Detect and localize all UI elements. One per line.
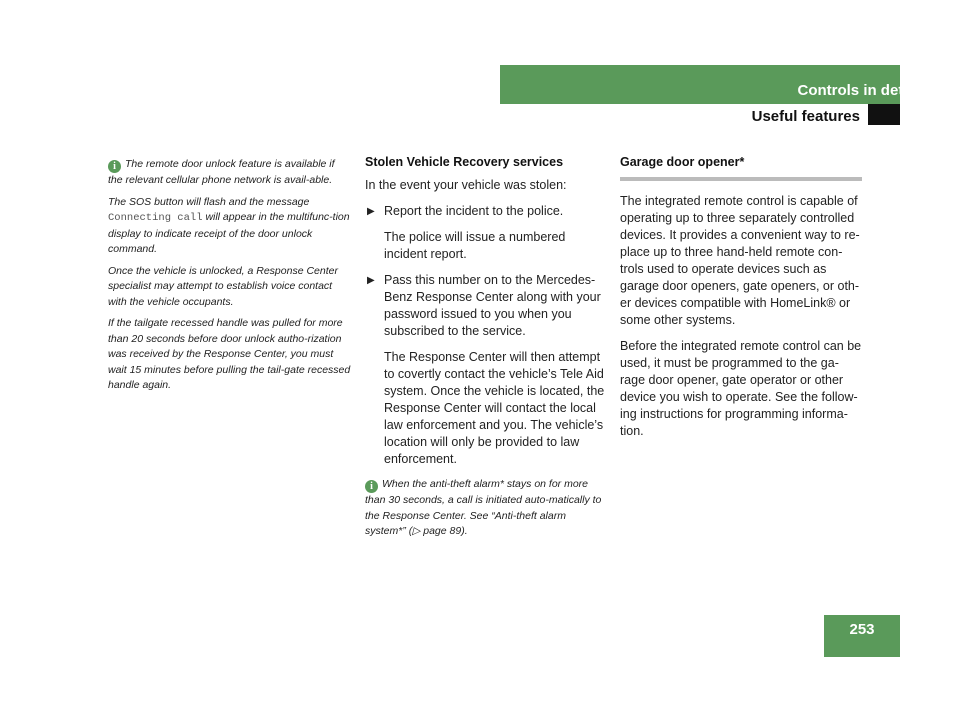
garage-heading: Garage door opener* xyxy=(620,155,745,169)
note-anti-theft: i When the anti-theft alarm* stays on for more than 30 seconds, a call is initiated auto-matically to the Response Center. See “Anti-theft alarm system*” (▷ page 89). xyxy=(365,478,602,537)
response-center-text: The Response Center will then attempt to covertly contact the vehicle’s Tele Aid system. Once the vehicle is located, the Response Center will contact the local law enforcement and you. The vehicle’s location will only be provided to law enforcement. xyxy=(384,350,605,466)
bullet-arrow-icon: ▶ xyxy=(367,206,375,217)
garage-paragraph-2: Before the integrated remote control can be used, it must be programmed to the ga-rage door opener, gate operator or other device you wish to operate. See the follow-ing instructions for programming informa-tion. xyxy=(620,339,862,438)
subsection-title: Useful features xyxy=(751,108,860,125)
bullet-arrow-icon: ▶ xyxy=(367,275,375,286)
page-number-box xyxy=(824,615,900,657)
note-remote-unlock: i The remote door unlock feature is available if the relevant cellular phone network is avail-able. xyxy=(108,158,335,186)
stolen-intro: In the event your vehicle was stolen: xyxy=(365,178,567,192)
heading-rule xyxy=(620,177,862,181)
stolen-heading: Stolen Vehicle Recovery services xyxy=(365,155,564,169)
garage-door-column xyxy=(620,155,862,449)
note-tailgate-handle: If the tailgate recessed handle was pulled for more than 20 seconds before door unlock autho-rization was received by the Response Center, you must wait 15 minutes before pulling the tail-gate recessed handle again. xyxy=(108,317,351,391)
left-notes-column xyxy=(108,157,352,400)
info-icon: i xyxy=(365,480,378,493)
stolen-vehicle-column xyxy=(365,155,607,546)
page-number: 253 xyxy=(849,621,875,638)
display-message: Connecting call xyxy=(108,212,203,224)
note-sos-button: The SOS button will flash and the message Connecting call will appear in the multifunc-tion display to indicate receipt of the door unlock command. xyxy=(108,195,350,255)
garage-paragraph-1: The integrated remote control is capable of operating up to three separately controlled devices. It provides a convenient way to re-place up to three hand-held remote con-trols used to operate devices such as garage door openers, gate openers, or oth-er devices compatible with HomeLink® or some other systems. xyxy=(620,194,860,327)
note-vehicle-unlocked: Once the vehicle is unlocked, a Response Center specialist may attempt to establish voice contact with the vehicle occupants. xyxy=(108,264,338,308)
section-title: Controls in detail xyxy=(797,82,920,99)
police-report-text: The police will issue a numbered incident report. xyxy=(384,230,566,261)
header-tab-marker xyxy=(868,104,900,125)
info-icon: i xyxy=(108,160,121,173)
bullet-report-police: ▶ Report the incident to the police. xyxy=(367,204,564,218)
bullet-pass-number: ▶ Pass this number on to the Mercedes-Benz Response Center along with your password issued to you when you subscribed to the service. xyxy=(367,273,601,338)
